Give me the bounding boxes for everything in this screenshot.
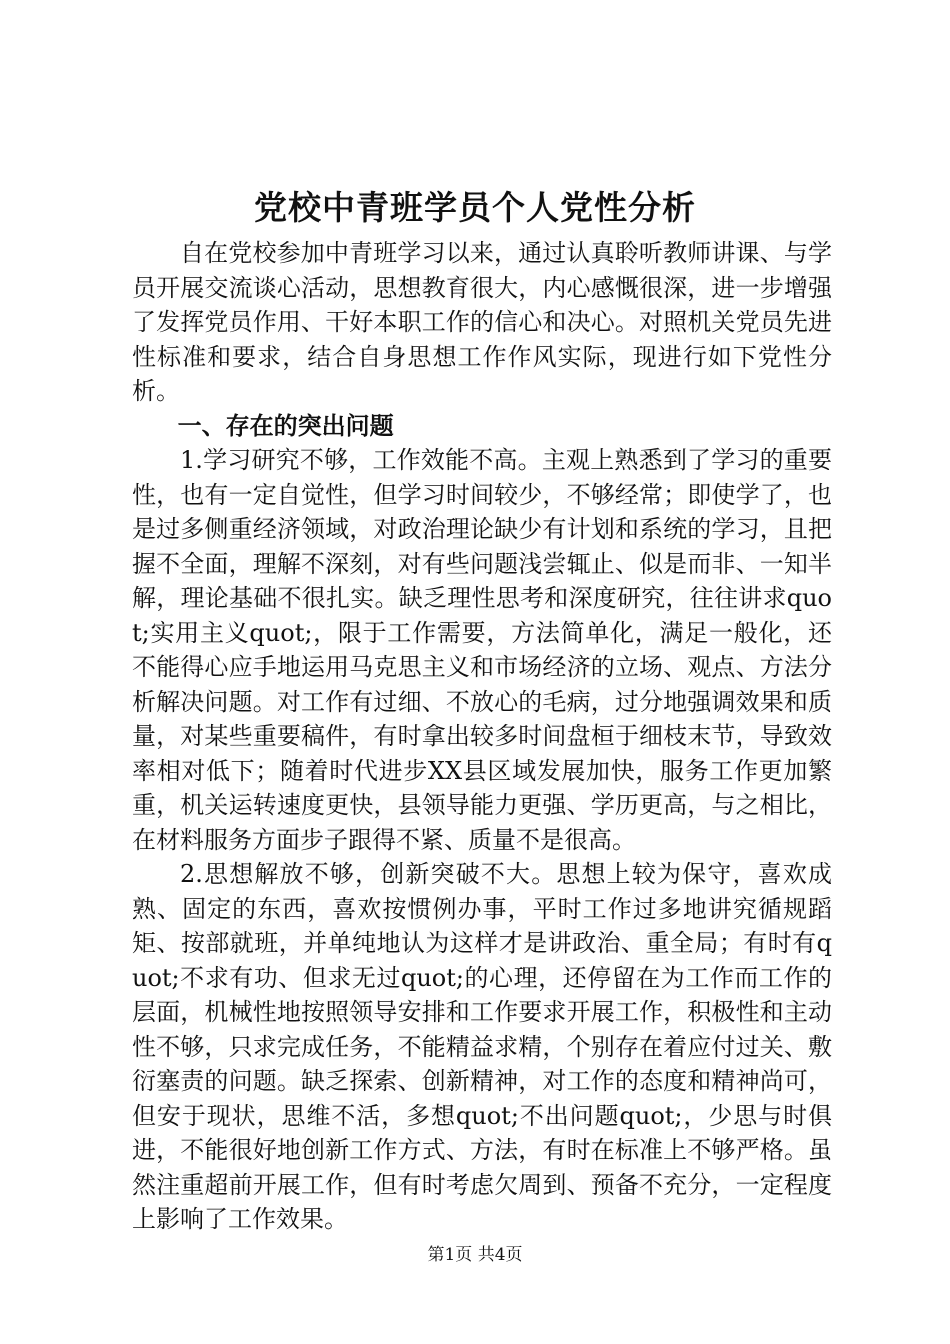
page-footer: 第1页 共4页 xyxy=(427,1245,523,1265)
document-body xyxy=(132,236,832,1237)
item-2-paragraph: 2.思想解放不够，创新突破不大。思想上较为保守，喜欢成熟、固定的东西，喜欢按惯例办事，平时工作过多地讲究循规蹈矩、按部就班，并单纯地认为这样才是讲政治、重全局；有时有quot;不求有功、但求无过quot;的心理，还停留在为工作而工作的层面，机械性地按照领导安排和工作要求开展工作，积极性和主动性不够，只求完成任务，不能精益求精，个别存在着应付过关、敷衍塞责的问题。缺乏探索、创新精神，对工作的态度和精神尚可，但安于现状，思维不活，多想quot;不出问题quot;，少思与时俱进，不能很好地创新工作方式、方法，有时在标准上不够严格。虽然注重超前开展工作，但有时考虑欠周到、预备不充分，一定程度上影响了工作效果。 xyxy=(132,860,832,1233)
intro-paragraph: 自在党校参加中青班学习以来，通过认真聆听教师讲课、与学员开展交流谈心活动，思想教育很大，内心感慨很深，进一步增强了发挥党员作用、干好本职工作的信心和决心。对照机关党员先进性标准和要求，结合自身思想工作作风实际，现进行如下党性分析。 xyxy=(132,239,832,405)
item-1-paragraph: 1.学习研究不够，工作效能不高。主观上熟悉到了学习的重要性，也有一定自觉性，但学习时间较少，不够经常；即使学了，也是过多侧重经济领域，对政治理论缺少有计划和系统的学习，且把握不全面，理解不深刻，对有些问题浅尝辄止、似是而非、一知半解，理论基础不很扎实。缺乏理性思考和深度研究，往往讲求quot;实用主义quot;，限于工作需要，方法简单化，满足一般化，还不能得心应手地运用马克思主义和市场经济的立场、观点、方法分析解决问题。对工作有过细、不放心的毛病，过分地强调效果和质量，对某些重要稿件，有时拿出较多时间盘桓于细枝末节，导致效率相对低下；随着时代进步XX县区域发展加快，服务工作更加繁重，机关运转速度更快，县领导能力更强、学历更高，与之相比，在材料服务方面步子跟得不紧、质量不是很高。 xyxy=(132,446,832,854)
document-title: 党校中青班学员个人党性分析 xyxy=(254,188,696,227)
section-heading: 一、存在的突出问题 xyxy=(177,410,394,440)
